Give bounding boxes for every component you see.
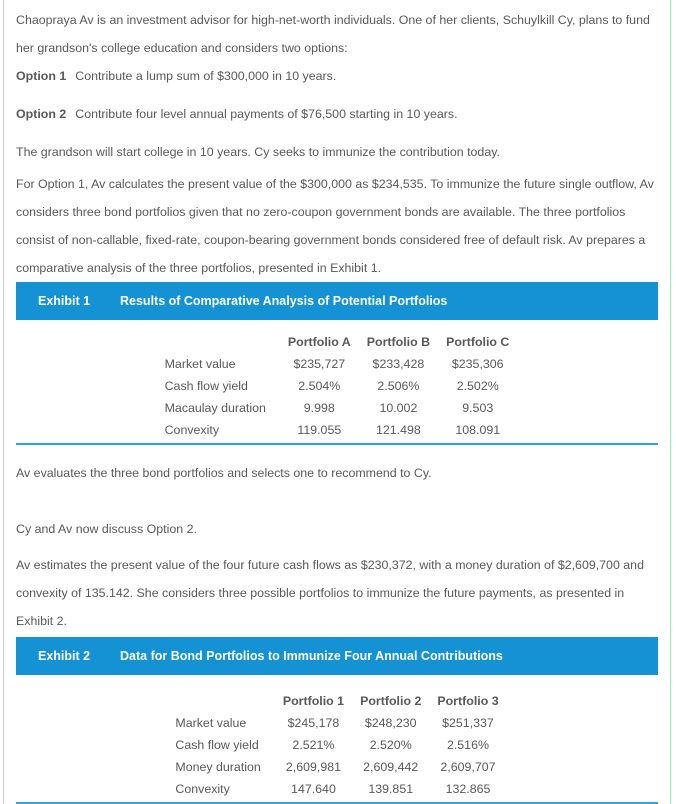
exhibit-2-header: [16, 637, 658, 675]
question-page: [3, 0, 671, 804]
row-label: Macaulay duration: [164, 401, 266, 415]
option-2-label: Option 2: [16, 107, 67, 121]
table-cell: $233,428: [372, 357, 425, 371]
table-cell: 2.521%: [292, 738, 335, 752]
table-row: [157, 397, 518, 419]
exhibit-1-table: [157, 333, 518, 441]
table-cell: 2.502%: [456, 379, 499, 393]
table-cell: 2,609,981: [285, 760, 341, 774]
table-cell: $235,727: [293, 357, 346, 371]
table-cell: $235,306: [451, 357, 504, 371]
option2-analysis-paragraph: Av estimates the present value of the four future cash flows as $230,372, with a money duration of $2,609,700 and convexity of 135.142. She considers three possible portfolios to immunize the future payments, as presented in Exhibit 2.: [16, 558, 644, 628]
column-header: Portfolio A: [287, 335, 351, 349]
empty-header-cell: [167, 692, 274, 712]
evaluation-note: Av evaluates the three bond portfolios and selects one to recommend to Cy.: [16, 466, 432, 480]
exhibit-2-table-block: [16, 692, 658, 804]
table-row: [157, 419, 518, 441]
table-cell: 121.498: [376, 423, 421, 437]
table-cell: 2.520%: [369, 738, 412, 752]
table-cell: 2,609,442: [363, 760, 419, 774]
row-label: Convexity: [164, 423, 220, 437]
row-label: Cash flow yield: [164, 379, 248, 393]
discussion-note: Cy and Av now discuss Option 2.: [16, 522, 197, 536]
table-cell: $251,337: [442, 716, 494, 730]
table-header-row: [157, 333, 518, 353]
table-cell: 9.998: [303, 401, 335, 415]
table-cell: 2.504%: [298, 379, 341, 393]
column-header: Portfolio B: [366, 335, 431, 349]
exhibit-1-title: Results of Comparative Analysis of Potential Portfolios: [120, 294, 448, 308]
exhibit-2-table: [167, 692, 506, 800]
table-cell: 2,609,707: [440, 760, 496, 774]
exhibit-1-label: Exhibit 1: [38, 294, 91, 308]
row-label: Cash flow yield: [175, 738, 259, 752]
option1-analysis-paragraph: For Option 1, Av calculates the present value of the $300,000 as $234,535. To immunize the future single outflow, Av considers three bond portfolios given that no zero-coupon government bonds are available. The three portfolios consist of non-callable, fixed-rate, coupon-bearing government bonds considered free of default risk. Av prepares a comparative analysis of the three portfolios, presented in Exhibit 1.: [16, 177, 654, 275]
column-header: Portfolio 2: [360, 694, 422, 708]
exhibit-1-header: [16, 282, 658, 320]
empty-header-cell: [157, 333, 280, 353]
column-header: Portfolio 3: [437, 694, 499, 708]
exhibit-2-title: Data for Bond Portfolios to Immunize Four Annual Contributions: [120, 649, 503, 663]
table-cell: 132.865: [445, 782, 491, 796]
row-label: Market value: [175, 716, 247, 730]
option-1-text: Contribute a lump sum of $300,000 in 10 years.: [75, 69, 337, 83]
table-cell: 2.506%: [377, 379, 420, 393]
table-cell: 10.002: [379, 401, 418, 415]
option-1-label: Option 1: [16, 69, 67, 83]
table-cell: 9.503: [462, 401, 494, 415]
option-2-text: Contribute four level annual payments of $76,500 starting in 10 years.: [75, 107, 458, 121]
table-cell: $248,230: [364, 716, 417, 730]
table-row: [167, 756, 506, 778]
table-cell: $245,178: [287, 716, 340, 730]
grandson-note: The grandson will start college in 10 years. Cy seeks to immunize the contribution today.: [16, 145, 500, 159]
intro-paragraph: Chaopraya Av is an investment advisor for high-net-worth individuals. One of her clients, Schuylkill Cy, plans to fund her grandson's college education and considers two options:: [16, 13, 650, 55]
row-label: Market value: [164, 357, 236, 371]
table-cell: 139.851: [368, 782, 414, 796]
table-cell: 2.516%: [446, 738, 489, 752]
exhibit-2-label: Exhibit 2: [38, 649, 91, 663]
table-header-row: [167, 692, 506, 712]
table-row: [157, 375, 518, 397]
row-label: Money duration: [175, 760, 261, 774]
column-header: Portfolio 1: [282, 694, 345, 708]
option-1-row: [16, 62, 658, 90]
table-row: [157, 353, 518, 375]
column-header: Portfolio C: [446, 335, 510, 349]
table-cell: 119.055: [297, 423, 342, 437]
exhibit-1-table-block: [16, 333, 658, 445]
option-2-row: [16, 100, 658, 128]
table-cell: 108.091: [455, 423, 501, 437]
row-label: Convexity: [175, 782, 230, 796]
table-cell: 147.640: [291, 782, 336, 796]
table-row: [167, 712, 506, 734]
table-row: [167, 734, 506, 756]
table-row: [167, 778, 506, 800]
